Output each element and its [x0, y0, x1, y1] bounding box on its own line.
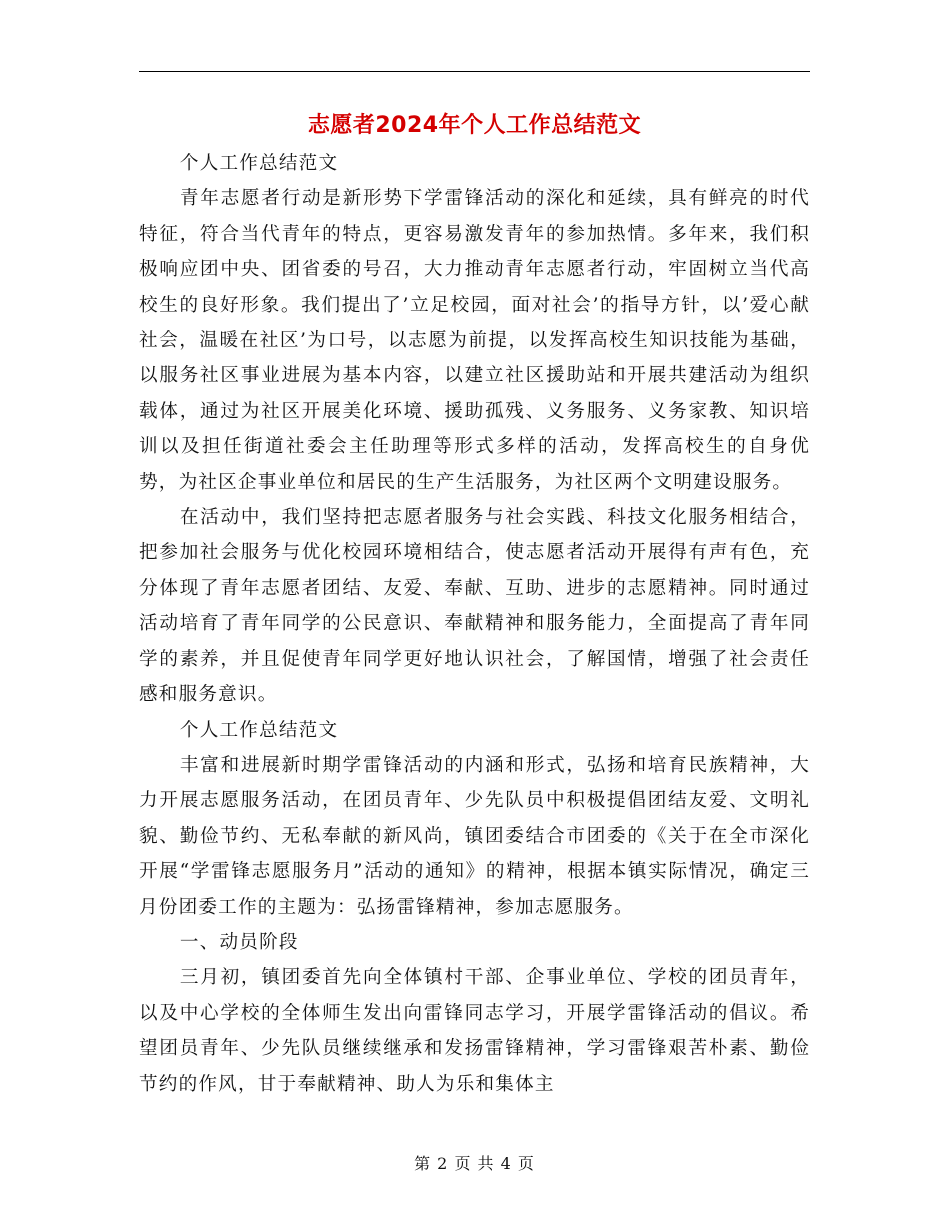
page-number: 第 2 页 共 4 页 [414, 1154, 535, 1173]
header-rule [139, 71, 810, 72]
body-paragraph: 三月初，镇团委首先向全体镇村干部、企事业单位、学校的团员青年，以及中心学校的全体师生发出向雷锋同志学习，开展学雷锋活动的倡议。希望团员青年、少先队员继续继承和发扬雷锋精神，学习雷锋艰苦朴素、勤俭节约的作风，甘于奉献精神、助人为乐和集体主 [139, 967, 810, 1095]
page-footer [139, 1152, 810, 1176]
section-heading: 一、动员阶段 [179, 931, 299, 953]
body-paragraph: 在活动中，我们坚持把志愿者服务与社会实践、科技文化服务相结合，把参加社会服务与优化校园环境相结合，使志愿者活动开展得有声有色，充分体现了青年志愿者团结、友爱、奉献、互助、进步的志愿精神。同时通过活动培育了青年同学的公民意识、奉献精神和服务能力，全面提高了青年同学的素养，并且促使青年同学更好地认识社会，了解国情，增强了社会责任感和服务意识。 [139, 507, 810, 706]
section-heading: 个人工作总结范文 [179, 719, 339, 741]
section-heading: 个人工作总结范文 [179, 153, 339, 174]
body-paragraph: 丰富和进展新时期学雷锋活动的内涵和形式，弘扬和培育民族精神，大力开展志愿服务活动，在团员青年、少先队员中积极提倡团结友爱、文明礼貌、勤俭节约、无私奉献的新风尚，镇团委结合市团委的《关于在全市深化开展“学雷锋志愿服务月”活动的通知》的精神，根据本镇实际情况，确定三月份团委工作的主题为：弘扬雷锋精神，参加志愿服务。 [139, 754, 810, 918]
document-body [139, 146, 810, 1102]
document-title: 志愿者2024年个人工作总结范文 [307, 113, 642, 138]
body-paragraph: 青年志愿者行动是新形势下学雷锋活动的深化和延续，具有鲜亮的时代特征，符合当代青年的特点，更容易激发青年的参加热情。多年来，我们积极响应团中央、团省委的号召，大力推动青年志愿者行动，牢固树立当代高校生的良好形象。我们提出了’立足校园，面对社会’的指导方针，以’爱心献社会，温暖在社区’为口号，以志愿为前提，以发挥高校生知识技能为基础，以服务社区事业进展为基本内容，以建立社区援助站和开展共建活动为组织载体，通过为社区开展美化环境、援助孤残、义务服务、义务家教、知识培训以及担任街道社委会主任助理等形式多样的活动，发挥高校生的自身优势，为社区企事业单位和居民的生产生活服务，为社区两个文明建设服务。 [139, 188, 810, 493]
